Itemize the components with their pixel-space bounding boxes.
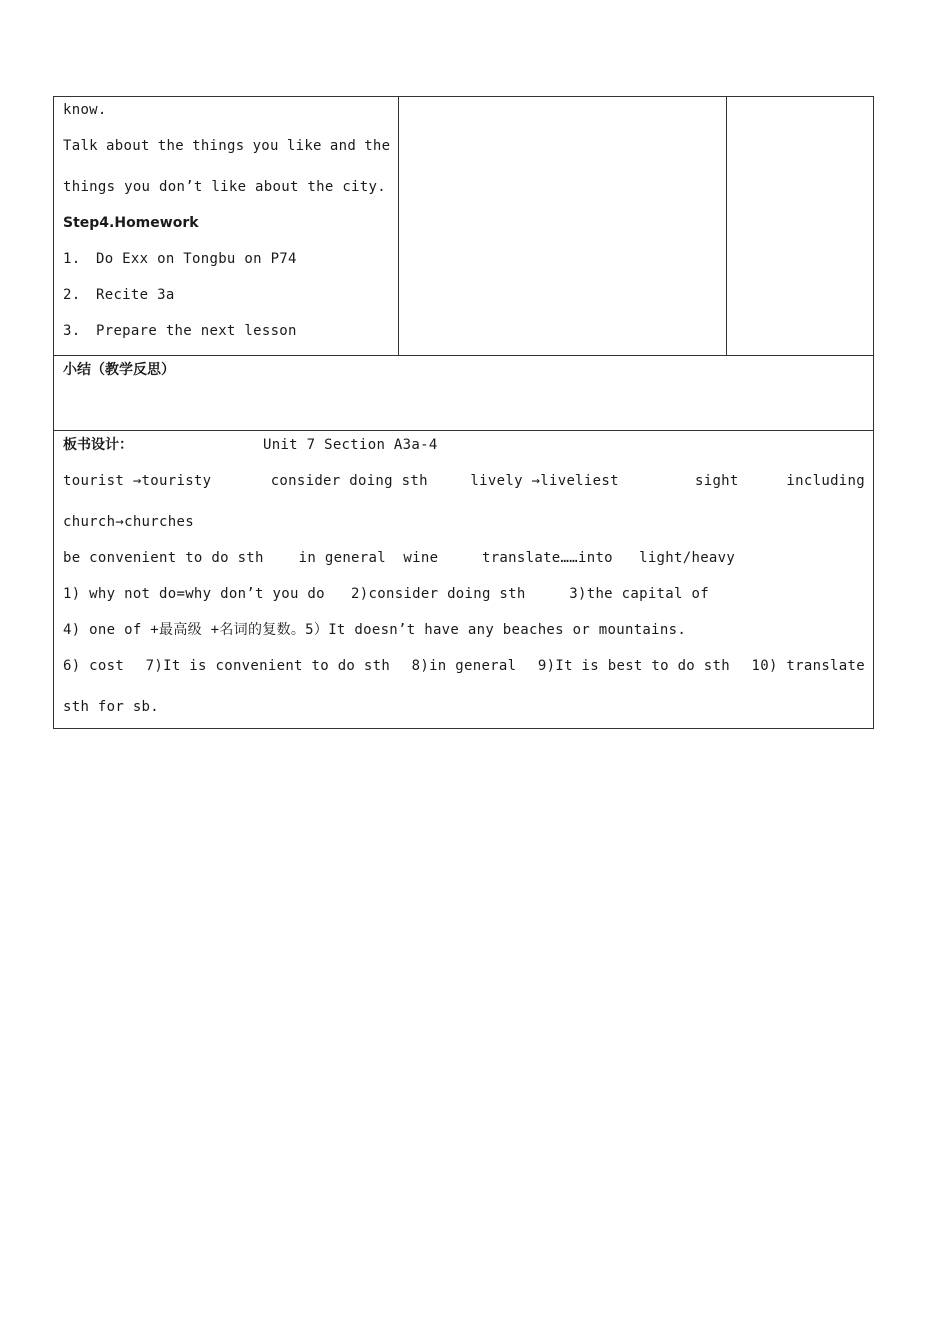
- board-row-2: be convenient to do sth in general wine translate……into light/heavy: [63, 550, 736, 566]
- lesson-plan-table: [53, 96, 874, 729]
- homework-number: 1.: [63, 251, 81, 267]
- board-row-1-cont: church→churches: [63, 514, 194, 530]
- board-row-3: 1) why not do=why don’t you do 2)consider doing sth 3)the capital of: [63, 586, 709, 602]
- word: you: [252, 138, 279, 154]
- talk-line-1: [63, 137, 390, 155]
- word: things: [192, 138, 245, 154]
- vocab-item: sight: [695, 473, 739, 489]
- vocab-item: lively →liveliest: [470, 473, 619, 489]
- board-row-1: [63, 472, 865, 490]
- board-row-5-cont: sth for sb.: [63, 699, 160, 715]
- word: the: [157, 138, 184, 154]
- homework-text: Do Exx on Tongbu on P74: [96, 251, 297, 267]
- step4-heading: Step4.Homework: [63, 215, 199, 231]
- word: Talk: [63, 138, 98, 154]
- board-row-4: 4) one of +最高级 +名词的复数。5）It doesn’t have any beaches or mountains.: [63, 622, 687, 638]
- homework-item: [63, 250, 390, 268]
- empty-cell-middle: [399, 97, 726, 356]
- board-row-5: [63, 657, 865, 675]
- board-design-cell: [54, 431, 874, 729]
- phrase-item: 10) translate: [751, 658, 865, 674]
- homework-item: [63, 322, 390, 340]
- word: about: [106, 138, 150, 154]
- board-label: 板书设计：: [63, 437, 133, 453]
- vocab-item: consider doing sth: [270, 473, 428, 489]
- phrase-item: 7)It is convenient to do sth: [145, 658, 391, 674]
- procedure-cell: [54, 97, 399, 356]
- empty-cell-right: [726, 97, 873, 356]
- word: and: [329, 138, 357, 154]
- summary-cell: [54, 356, 874, 431]
- procedure-row: [54, 97, 874, 356]
- summary-row: [54, 356, 874, 431]
- word: like: [286, 138, 322, 154]
- board-design-row: [54, 431, 874, 729]
- talk-line-2: things you don’t like about the city.: [63, 179, 386, 195]
- vocab-item: including: [786, 473, 865, 489]
- phrase-item: 6) cost: [63, 658, 125, 674]
- homework-item: [63, 286, 390, 304]
- homework-text: Recite 3a: [96, 287, 175, 303]
- board-heading-line: [63, 436, 865, 454]
- vocab-item: tourist →touristy: [63, 473, 212, 489]
- word: the: [364, 138, 391, 154]
- phrase-item: 8)in general: [411, 658, 517, 674]
- homework-number: 3.: [63, 323, 81, 339]
- text-line-know: know.: [63, 102, 107, 118]
- unit-title: Unit 7 Section A3a-4: [263, 437, 438, 453]
- summary-title: 小结（教学反思）: [63, 362, 175, 378]
- homework-text: Prepare the next lesson: [96, 323, 297, 339]
- phrase-item: 9)It is best to do sth: [537, 658, 730, 674]
- homework-number: 2.: [63, 287, 81, 303]
